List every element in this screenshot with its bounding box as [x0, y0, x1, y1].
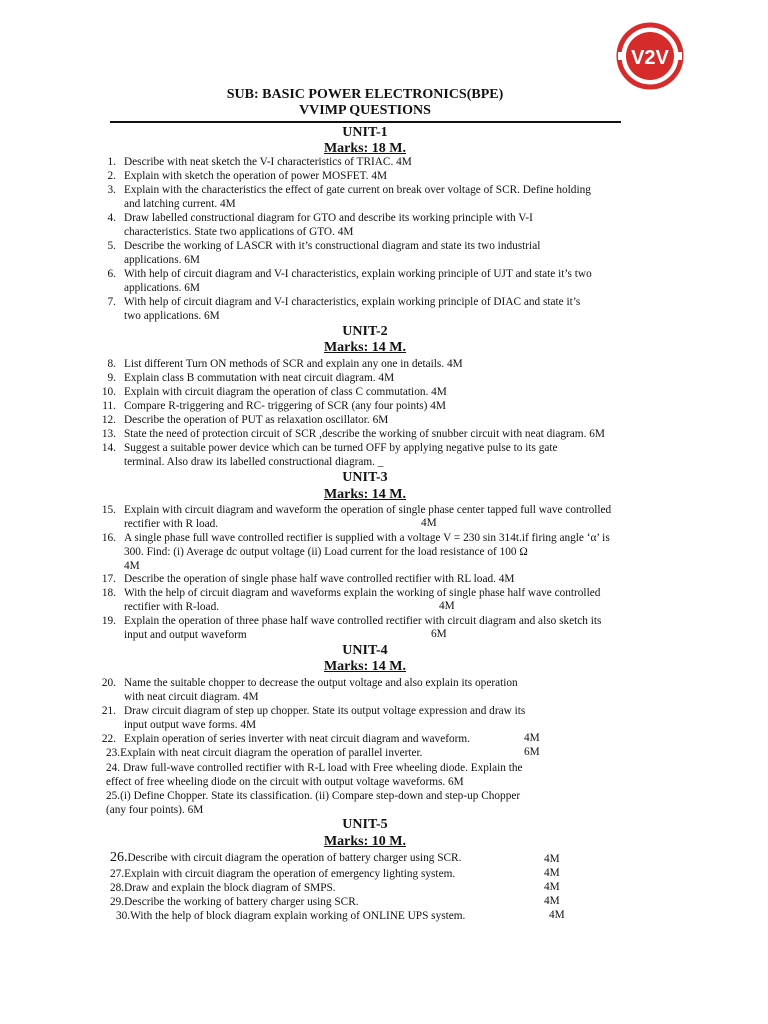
question-item: 30.With the help of block diagram explain working of ONLINE UPS system.	[116, 910, 466, 922]
document-title: VVIMP QUESTIONS	[299, 103, 431, 118]
unit-marks: Marks: 14 M.	[323, 487, 407, 502]
question-item: 29.Describe the working of battery charger using SCR.	[110, 896, 359, 908]
question-item: 25.(i) Define Chopper. State its classification. (ii) Compare step-down and step-up Chopper (any four points). 6M	[106, 790, 521, 817]
header-divider	[110, 121, 621, 123]
unit-marks: Marks: 18 M.	[323, 141, 407, 156]
question-marks: 4M	[549, 909, 565, 921]
unit-heading: UNIT-5	[342, 817, 388, 832]
question-marks: 6M	[524, 746, 540, 758]
unit-marks: Marks: 10 M.	[323, 834, 407, 849]
v2v-logo-icon	[616, 22, 684, 90]
question-marks: 4M	[524, 732, 540, 744]
unit-heading: UNIT-3	[342, 470, 388, 485]
question-item: 28.Draw and explain the block diagram of SMPS.	[110, 882, 336, 894]
unit-marks: Marks: 14 M.	[323, 340, 407, 355]
question-item: 23.Explain with neat circuit diagram the operation of parallel inverter.	[106, 747, 423, 759]
question-marks: 4M	[421, 517, 437, 529]
question-item: 26.Describe with circuit diagram the operation of battery charger using SCR.	[110, 850, 462, 865]
question-marks: 4M	[544, 853, 560, 865]
question-marks: 4M	[544, 895, 560, 907]
question-marks: 4M	[439, 600, 455, 612]
question-marks: 6M	[431, 628, 447, 640]
logo-text: V2V	[631, 47, 669, 69]
question-marks: 4M	[544, 867, 560, 879]
unit-heading: UNIT-1	[342, 125, 388, 140]
question-item: 27.Explain with circuit diagram the operation of emergency lighting system.	[110, 868, 456, 880]
question-item: 24. Draw full-wave controlled rectifier with R-L load with Free wheeling diode. Explain the effect of free wheeling diode on the circuit with output voltage waveforms. 6M	[106, 762, 523, 789]
question-marks: 4M	[544, 881, 560, 893]
unit-marks: Marks: 14 M.	[323, 659, 407, 674]
unit-heading: UNIT-4	[342, 643, 388, 658]
unit-heading: UNIT-2	[342, 324, 388, 339]
subject-title: SUB: BASIC POWER ELECTRONICS(BPE)	[226, 87, 504, 102]
